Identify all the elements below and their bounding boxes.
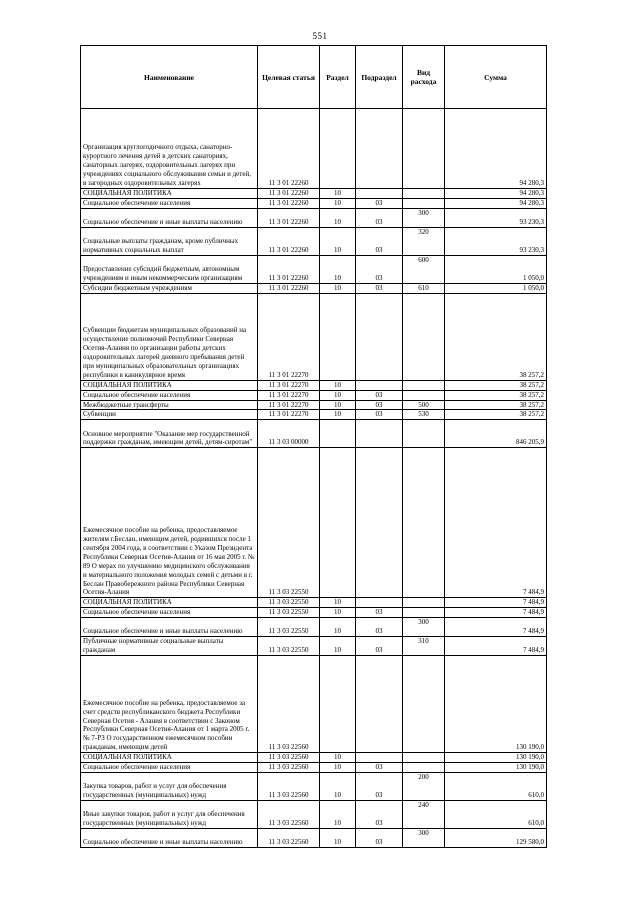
col-header-target: Целевая статья [258,46,320,109]
row-section [320,448,356,598]
row-target-article: 11 3 01 22260 [258,208,320,227]
row-amount: 7 484,9 [445,618,547,637]
row-section: 10 [320,618,356,637]
table-row [81,227,547,255]
row-amount: 7 484,9 [445,608,547,618]
row-target-article: 11 3 03 00000 [258,420,320,448]
row-expense-type [403,380,445,390]
col-header-name: Наименование [81,46,258,109]
row-amount: 93 230,3 [445,227,547,255]
row-expense-type: 300 [403,208,445,227]
row-target-article: 11 3 01 22260 [258,227,320,255]
row-amount: 38 257,2 [445,380,547,390]
table-row [81,763,547,773]
col-header-expense-type: Вид расхода [403,46,445,109]
row-subsection [356,598,403,608]
row-name: Публичные нормативные социальные выплаты гражданам [81,637,258,656]
row-amount: 130 190,0 [445,753,547,763]
row-section: 10 [320,598,356,608]
table-row [81,410,547,420]
row-target-article: 11 3 03 22560 [258,800,320,828]
row-subsection [356,656,403,753]
row-amount: 130 190,0 [445,656,547,753]
row-name: Основное мероприятие "Оказание мер государственной поддержки гражданам, имеющим детей, детям-сиротам" [81,420,258,448]
row-target-article: 11 3 01 22260 [258,283,320,293]
row-name: Социальное обеспечение населения [81,763,258,773]
row-target-article: 11 3 03 22550 [258,618,320,637]
row-name: СОЦИАЛЬНАЯ ПОЛИТИКА [81,189,258,199]
row-subsection: 03 [356,637,403,656]
table-row [81,448,547,598]
row-expense-type: 320 [403,227,445,255]
row-amount: 38 257,2 [445,293,547,380]
row-target-article: 11 3 03 22560 [258,772,320,800]
row-expense-type: 200 [403,772,445,800]
row-expense-type [403,420,445,448]
row-expense-type [403,390,445,400]
row-subsection: 03 [356,390,403,400]
row-section [320,656,356,753]
row-subsection: 03 [356,410,403,420]
table-row [81,400,547,410]
table-row [81,208,547,227]
row-expense-type [403,753,445,763]
row-name: СОЦИАЛЬНАЯ ПОЛИТИКА [81,598,258,608]
row-section: 10 [320,772,356,800]
row-subsection: 03 [356,800,403,828]
row-subsection: 03 [356,208,403,227]
row-target-article: 11 3 03 22560 [258,656,320,753]
row-section: 10 [320,410,356,420]
row-subsection [356,189,403,199]
row-name: Ежемесячное пособие на ребенка, предоставляемое за счет средств республиканского бюджета Республики Северная Осетия - Алания в соответствии с Законом Республики Северная Осетия-Алания от 1 марта 2005 г. № 7-РЗ О государственном ежемесячном пособии гражданам, имеющим детей [81,656,258,753]
row-amount: 610,0 [445,800,547,828]
row-name: Субвенции [81,410,258,420]
row-subsection: 03 [356,255,403,283]
row-name: Социальное обеспечение и иные выплаты населению [81,618,258,637]
row-name: Субвенции бюджетам муниципальных образований на осуществление полномочий Республики Северная Осетия-Алания по организации работы детских оздоровительных лагерей дневного пребывания детей при муниципальных образовательных организациях республики в каникулярное время [81,293,258,380]
row-name: Социальное обеспечение населения [81,608,258,618]
row-amount: 130 190,0 [445,763,547,773]
row-target-article: 11 3 01 22260 [258,255,320,283]
row-target-article: 11 3 03 22550 [258,598,320,608]
table-row [81,753,547,763]
row-section: 10 [320,800,356,828]
row-name: Социальное обеспечение населения [81,390,258,400]
table-row [81,390,547,400]
row-section: 10 [320,400,356,410]
table-row [81,420,547,448]
row-section: 10 [320,198,356,208]
row-name: Закупка товаров, работ и услуг для обеспечения государственных (муниципальных) нужд [81,772,258,800]
row-expense-type: 600 [403,255,445,283]
row-section: 10 [320,608,356,618]
table-row [81,198,547,208]
table-row [81,608,547,618]
row-subsection [356,380,403,390]
row-subsection: 03 [356,400,403,410]
row-amount: 94 280,3 [445,189,547,199]
row-target-article: 11 3 03 22560 [258,763,320,773]
table-row [81,656,547,753]
row-name: СОЦИАЛЬНАЯ ПОЛИТИКА [81,380,258,390]
table-row [81,800,547,828]
row-subsection [356,420,403,448]
row-target-article: 11 3 03 22550 [258,608,320,618]
row-expense-type [403,448,445,598]
row-name: СОЦИАЛЬНАЯ ПОЛИТИКА [81,753,258,763]
table-row [81,283,547,293]
row-target-article: 11 3 01 22270 [258,390,320,400]
row-section: 10 [320,208,356,227]
page-number: 551 [312,31,328,41]
row-section [320,420,356,448]
row-name: Организация круглогодичного отдыха, санаторно-курортного лечения детей в детских санаториях, санаторных лагерях, оздоровительных лагерях при учреждениях социального обслуживания семьи и детей, в загородных оздоровительных лагерях [81,109,258,189]
row-section: 10 [320,753,356,763]
row-target-article: 11 3 03 22560 [258,753,320,763]
row-subsection [356,753,403,763]
row-name: Социальные выплаты гражданам, кроме публичных нормативных социальных выплат [81,227,258,255]
row-expense-type: 300 [403,828,445,847]
row-expense-type [403,656,445,753]
row-section: 10 [320,189,356,199]
table-row [81,189,547,199]
row-amount: 93 230,3 [445,208,547,227]
row-amount: 1 050,0 [445,283,547,293]
row-subsection: 03 [356,608,403,618]
table-header-row [81,46,547,109]
row-name: Предоставление субсидий бюджетным, автономным учреждениям и иным некоммерческим организациям [81,255,258,283]
table-row [81,618,547,637]
row-amount: 846 205,9 [445,420,547,448]
row-subsection: 03 [356,283,403,293]
row-subsection [356,448,403,598]
row-subsection: 03 [356,828,403,847]
row-expense-type: 530 [403,410,445,420]
row-subsection: 03 [356,618,403,637]
row-expense-type: 310 [403,637,445,656]
row-amount: 94 280,3 [445,198,547,208]
row-section [320,109,356,189]
col-header-subsection: Подраздел [356,46,403,109]
row-expense-type [403,189,445,199]
row-amount: 1 050,0 [445,255,547,283]
table-row [81,828,547,847]
row-expense-type: 300 [403,618,445,637]
table-row [81,637,547,656]
row-amount: 7 484,9 [445,637,547,656]
table-row [81,109,547,189]
row-subsection: 03 [356,198,403,208]
row-name: Межбюджетные трансферты [81,400,258,410]
row-expense-type: 610 [403,283,445,293]
col-header-amount: Сумма [445,46,547,109]
budget-table [80,45,547,848]
row-target-article: 11 3 01 22260 [258,109,320,189]
row-subsection: 03 [356,772,403,800]
row-expense-type: 240 [403,800,445,828]
row-section: 10 [320,390,356,400]
table-row [81,255,547,283]
row-name: Иные закупки товаров, работ и услуг для обеспечения государственных (муниципальных) нужд [81,800,258,828]
row-amount: 38 257,2 [445,400,547,410]
row-subsection [356,293,403,380]
row-name: Социальное обеспечение и иные выплаты населению [81,208,258,227]
row-amount: 94 280,3 [445,109,547,189]
table-row [81,380,547,390]
row-name: Социальное обеспечение и иные выплаты населению [81,828,258,847]
row-section: 10 [320,255,356,283]
table-row [81,598,547,608]
table-row [81,293,547,380]
row-section: 10 [320,763,356,773]
row-amount: 7 484,9 [445,598,547,608]
row-section: 10 [320,637,356,656]
row-target-article: 11 3 03 22560 [258,828,320,847]
row-expense-type [403,763,445,773]
row-subsection: 03 [356,227,403,255]
table-row [81,772,547,800]
row-name: Субсидии бюджетным учреждениям [81,283,258,293]
row-name: Ежемесячное пособие на ребенка, предоставляемое жителям г.Беслан, имеющим детей, родившихся после 1 сентября 2004 года, в соответствии с Указом Президента Республики Северная Осетия-Алания от 16 мая 2005 г. № 89 О мерах по улучшению медицинского обслуживания и материального положения молодых семей с детьми в г. Беслан Правобережного района Республики Северная Осетия-Алания [81,448,258,598]
row-target-article: 11 3 01 22260 [258,198,320,208]
row-amount: 129 580,0 [445,828,547,847]
row-target-article: 11 3 01 22270 [258,293,320,380]
row-amount: 610,0 [445,772,547,800]
row-amount: 38 257,2 [445,390,547,400]
row-name: Социальное обеспечение населения [81,198,258,208]
col-header-section: Раздел [320,46,356,109]
row-expense-type [403,293,445,380]
row-expense-type [403,109,445,189]
row-target-article: 11 3 01 22260 [258,189,320,199]
row-section: 10 [320,227,356,255]
row-expense-type [403,608,445,618]
row-section [320,293,356,380]
row-subsection [356,109,403,189]
row-section: 10 [320,380,356,390]
row-expense-type: 500 [403,400,445,410]
row-target-article: 11 3 03 22550 [258,637,320,656]
row-expense-type [403,598,445,608]
row-target-article: 11 3 03 22550 [258,448,320,598]
row-expense-type [403,198,445,208]
row-section: 10 [320,283,356,293]
row-amount: 38 257,2 [445,410,547,420]
row-target-article: 11 3 01 22270 [258,380,320,390]
row-amount: 7 484,9 [445,448,547,598]
table-body [81,109,547,848]
row-target-article: 11 3 01 22270 [258,410,320,420]
row-target-article: 11 3 01 22270 [258,400,320,410]
row-subsection: 03 [356,763,403,773]
row-section: 10 [320,828,356,847]
